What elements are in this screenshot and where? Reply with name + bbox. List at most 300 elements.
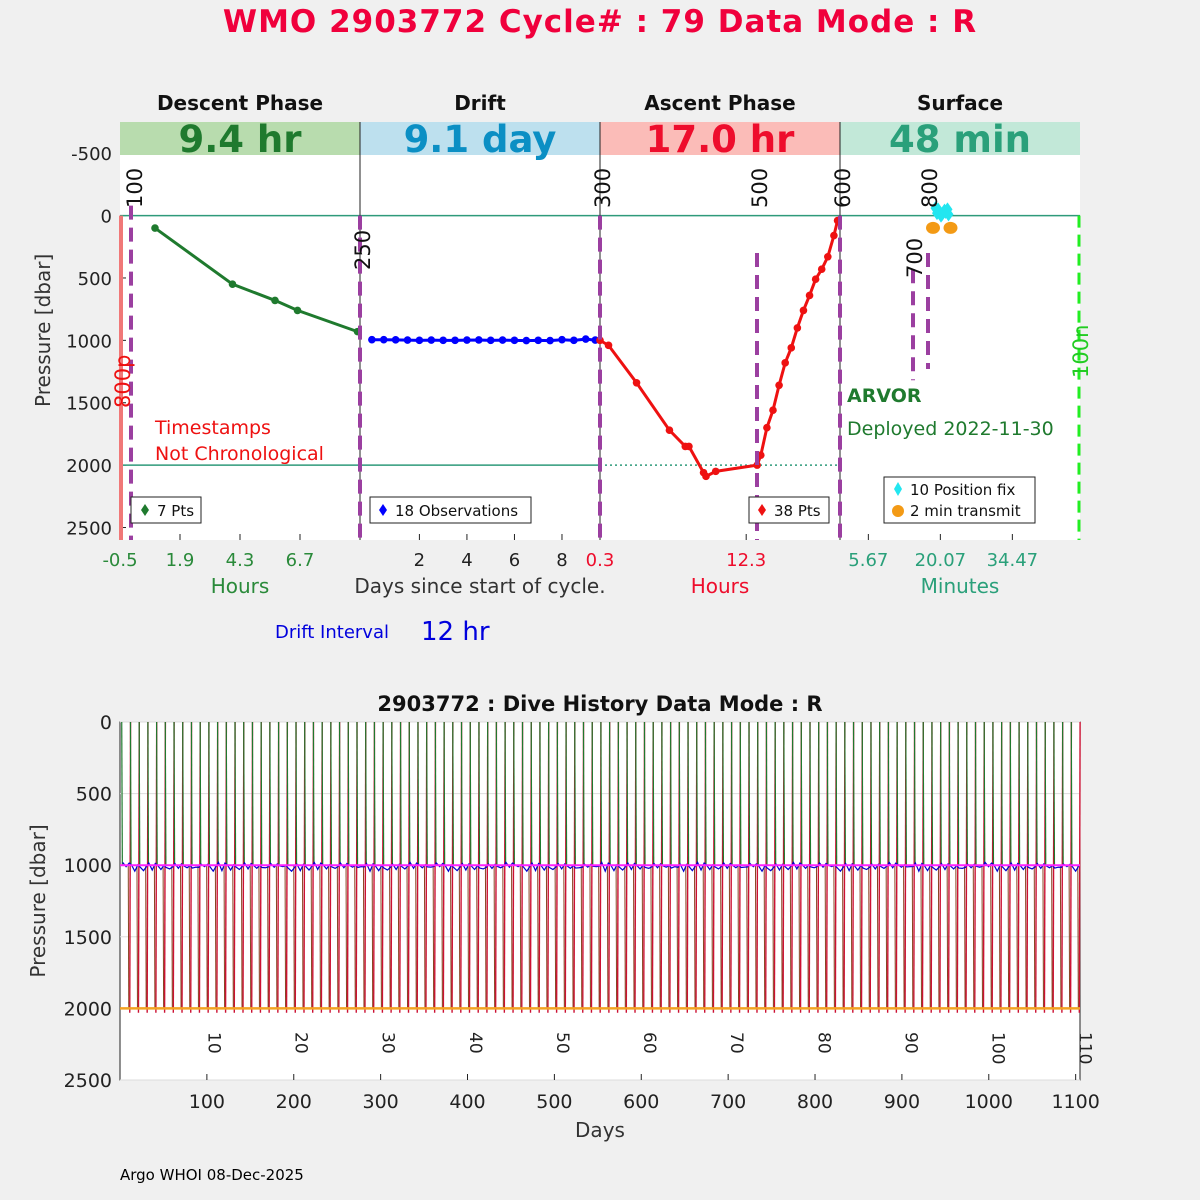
- vertical-marker-label: 100n: [1069, 324, 1093, 378]
- dive-trace: [1043, 865, 1044, 1008]
- dive-trace: [573, 865, 574, 1008]
- descent-trace: [801, 722, 802, 865]
- dive-trace: [416, 865, 417, 1008]
- dive-trace: [860, 865, 861, 1008]
- y-tick-label: 500: [77, 268, 112, 290]
- dive-trace: [311, 865, 312, 1008]
- dive-trace: [834, 865, 835, 1008]
- dive-trace: [1069, 865, 1070, 1008]
- data-point: [368, 336, 376, 344]
- legend-label: 18 Observations: [395, 502, 519, 520]
- y-tick-label: 500: [75, 783, 112, 806]
- descent-trace: [862, 722, 863, 865]
- dive-trace: [668, 865, 669, 1008]
- x-tick-label: 600: [623, 1091, 660, 1113]
- descent-trace: [845, 722, 846, 865]
- dive-trace: [686, 865, 687, 1008]
- dive-trace: [808, 865, 809, 1008]
- x-tick-label: 500: [536, 1091, 573, 1113]
- data-point: [511, 337, 519, 345]
- dive-trace: [991, 865, 992, 1008]
- x-tick-label: -0.5: [102, 550, 138, 571]
- y-tick-label: 1000: [66, 331, 112, 353]
- descent-trace: [148, 722, 149, 865]
- descent-trace: [662, 722, 663, 865]
- descent-trace: [549, 722, 550, 865]
- vertical-marker-label: 500: [748, 167, 772, 208]
- dive-trace: [1026, 865, 1027, 1008]
- dive-trace: [816, 865, 817, 1008]
- descent-trace: [827, 722, 828, 865]
- descent-trace: [435, 722, 436, 865]
- descent-trace: [1054, 722, 1055, 865]
- dive-trace: [503, 865, 504, 1008]
- dive-trace: [163, 865, 164, 1008]
- dive-trace: [938, 865, 939, 1008]
- descent-trace: [583, 722, 584, 865]
- dive-trace: [398, 865, 399, 1008]
- dive-trace: [764, 865, 765, 1008]
- dive-trace: [355, 865, 356, 1008]
- y-tick-label: 2000: [66, 456, 112, 478]
- y-tick-label: -500: [71, 144, 112, 166]
- data-point: [712, 468, 720, 476]
- data-point: [824, 253, 832, 261]
- dive-trace: [677, 865, 678, 1008]
- dive-trace: [694, 865, 695, 1008]
- dive-trace: [538, 865, 539, 1008]
- dive-trace: [738, 865, 739, 1008]
- vertical-marker-label: 800: [918, 167, 942, 208]
- cycle-number-label: 60: [639, 1032, 660, 1054]
- x-axis-label: Minutes: [920, 574, 1000, 598]
- vertical-marker-label: 800p: [111, 354, 135, 408]
- dive-trace: [329, 865, 330, 1008]
- x-tick-label: 400: [449, 1091, 486, 1113]
- data-point: [775, 381, 783, 389]
- x-tick-label: 700: [710, 1091, 747, 1113]
- dive-trace: [912, 865, 913, 1008]
- vertical-marker-label: 700: [903, 237, 927, 278]
- descent-trace: [1010, 722, 1011, 865]
- legend-marker: [892, 505, 904, 517]
- data-point: [666, 426, 674, 434]
- dive-trace: [642, 865, 643, 1008]
- dive-trace: [154, 865, 155, 1008]
- x-tick-label: 900: [883, 1091, 921, 1113]
- descent-trace: [1063, 722, 1064, 865]
- dive-trace: [320, 865, 321, 1008]
- vertical-marker-label: 300: [591, 167, 615, 208]
- descent-trace: [322, 722, 323, 865]
- data-point: [605, 342, 613, 350]
- x-tick-label: 8: [556, 550, 568, 571]
- cycle-number-label: 90: [900, 1032, 921, 1054]
- descent-trace: [183, 722, 184, 865]
- dive-trace: [956, 865, 957, 1008]
- y-tick-label: 1000: [63, 855, 112, 878]
- dive-trace: [564, 865, 565, 1008]
- phase-title: Ascent Phase: [644, 91, 796, 115]
- data-point: [499, 336, 507, 344]
- descent-trace: [514, 722, 515, 865]
- descent-trace: [218, 722, 219, 865]
- descent-trace: [941, 722, 942, 865]
- bottom-chart-title: 2903772 : Dive History Data Mode : R: [377, 692, 823, 716]
- transmit-point: [926, 222, 940, 234]
- descent-trace: [705, 722, 706, 865]
- data-point: [763, 424, 771, 432]
- descent-trace: [688, 722, 689, 865]
- descent-trace: [1036, 722, 1037, 865]
- dive-trace: [869, 865, 870, 1008]
- data-point: [787, 344, 795, 352]
- descent-trace: [540, 722, 541, 865]
- x-tick-label: 2: [413, 550, 426, 571]
- x-tick-label: 1100: [1051, 1091, 1100, 1113]
- dive-trace: [372, 865, 373, 1008]
- data-point: [439, 337, 447, 345]
- dive-trace: [747, 865, 748, 1008]
- data-point: [416, 337, 424, 345]
- phase-duration: 9.1 day: [403, 118, 557, 161]
- dive-trace: [877, 865, 878, 1008]
- descent-trace: [453, 722, 454, 865]
- descent-trace: [932, 722, 933, 865]
- dive-trace: [851, 865, 852, 1008]
- descent-trace: [906, 722, 907, 865]
- cycle-number-label: 70: [726, 1032, 747, 1054]
- dive-trace: [250, 865, 251, 1008]
- descent-trace: [165, 722, 166, 865]
- dive-trace: [1052, 865, 1053, 1008]
- descent-trace: [766, 722, 767, 865]
- data-point: [229, 280, 237, 288]
- dive-trace: [625, 865, 626, 1008]
- descent-trace: [618, 722, 619, 865]
- dive-trace: [459, 865, 460, 1008]
- descent-trace: [157, 722, 158, 865]
- descent-trace: [888, 722, 889, 865]
- dive-trace: [1060, 865, 1061, 1008]
- data-point: [830, 232, 838, 240]
- data-point: [582, 335, 590, 343]
- x-tick-label: 5.67: [848, 550, 889, 571]
- descent-trace: [340, 722, 341, 865]
- data-point: [800, 307, 808, 315]
- data-point: [806, 292, 814, 300]
- descent-trace: [531, 722, 532, 865]
- descent-trace: [348, 722, 349, 865]
- dive-trace: [259, 865, 260, 1008]
- descent-trace: [331, 722, 332, 865]
- y-tick-label: 0: [100, 206, 112, 228]
- dive-trace: [181, 865, 182, 1008]
- descent-trace: [122, 722, 123, 865]
- y-tick-label: 2500: [66, 518, 112, 540]
- descent-trace: [296, 722, 297, 865]
- legend-label: 7 Pts: [157, 502, 195, 520]
- x-axis-label: Days since start of cycle.: [354, 574, 606, 598]
- descent-trace: [418, 722, 419, 865]
- cycle-number-label: 110: [1074, 1032, 1095, 1065]
- dive-trace: [651, 865, 652, 1008]
- dive-trace: [921, 865, 922, 1008]
- descent-trace: [967, 722, 968, 865]
- descent-trace: [1019, 722, 1020, 865]
- dive-trace: [1034, 865, 1035, 1008]
- data-point: [475, 336, 483, 344]
- y-tick-label: 2000: [63, 998, 112, 1021]
- descent-trace: [836, 722, 837, 865]
- descent-trace: [287, 722, 288, 865]
- descent-trace: [775, 722, 776, 865]
- descent-trace: [1071, 722, 1072, 865]
- descent-trace: [610, 722, 611, 865]
- data-point: [392, 336, 400, 344]
- dive-trace: [390, 865, 391, 1008]
- legend-label: 38 Pts: [774, 502, 821, 520]
- descent-trace: [627, 722, 628, 865]
- descent-trace: [191, 722, 192, 865]
- descent-trace: [740, 722, 741, 865]
- descent-trace: [749, 722, 750, 865]
- descent-trace: [470, 722, 471, 865]
- descent-trace: [914, 722, 915, 865]
- dive-trace: [268, 865, 269, 1008]
- drift-interval-value: 12 hr: [421, 617, 490, 647]
- dive-trace: [555, 865, 556, 1008]
- dive-trace: [782, 865, 783, 1008]
- dive-trace: [242, 865, 243, 1008]
- x-tick-label: 1000: [964, 1091, 1013, 1113]
- dive-trace: [590, 865, 591, 1008]
- dive-trace: [973, 865, 974, 1008]
- timestamps-note: Timestamps: [155, 417, 271, 439]
- data-point: [271, 297, 279, 305]
- legend-label: 2 min transmit: [910, 502, 1021, 520]
- descent-trace: [993, 722, 994, 865]
- data-point: [380, 336, 388, 344]
- descent-trace: [374, 722, 375, 865]
- descent-trace: [244, 722, 245, 865]
- x-tick-label: 0.3: [585, 550, 615, 571]
- dive-trace: [346, 865, 347, 1008]
- dive-trace: [146, 865, 147, 1008]
- vertical-marker-label: 250: [351, 229, 375, 270]
- dive-trace: [381, 865, 382, 1008]
- x-tick-label: 1.9: [165, 550, 195, 571]
- x-tick-label: 300: [362, 1091, 399, 1113]
- dive-trace: [485, 865, 486, 1008]
- data-point: [427, 336, 435, 344]
- dive-trace: [433, 865, 434, 1008]
- descent-trace: [679, 722, 680, 865]
- data-point: [633, 379, 641, 387]
- x-tick-label: 4.3: [225, 550, 255, 571]
- descent-trace: [984, 722, 985, 865]
- descent-trace: [566, 722, 567, 865]
- descent-trace: [383, 722, 384, 865]
- data-point: [812, 275, 820, 283]
- dive-trace: [337, 865, 338, 1008]
- descent-trace: [279, 722, 280, 865]
- dive-trace: [363, 865, 364, 1008]
- dive-trace: [407, 865, 408, 1008]
- cycle-number-label: 30: [377, 1032, 398, 1054]
- x-axis-label: Days: [575, 1118, 625, 1142]
- descent-trace: [252, 722, 253, 865]
- dive-trace: [965, 865, 966, 1008]
- data-point: [463, 336, 471, 344]
- dive-trace: [198, 865, 199, 1008]
- phase-duration: 48 min: [889, 118, 1031, 161]
- descent-trace: [505, 722, 506, 865]
- dive-trace: [128, 865, 129, 1008]
- descent-trace: [975, 722, 976, 865]
- descent-trace: [479, 722, 480, 865]
- dive-trace: [660, 865, 661, 1008]
- descent-trace: [270, 722, 271, 865]
- descent-trace: [592, 722, 593, 865]
- phase-title: Drift: [454, 91, 506, 115]
- dive-trace: [904, 865, 905, 1008]
- dive-trace: [607, 865, 608, 1008]
- dive-trace: [825, 865, 826, 1008]
- descent-trace: [130, 722, 131, 865]
- dive-trace: [424, 865, 425, 1008]
- x-axis-label: Hours: [690, 574, 750, 598]
- x-tick-label: 100: [188, 1091, 226, 1113]
- data-point: [818, 265, 826, 273]
- x-tick-label: 6: [508, 550, 521, 571]
- descent-trace: [697, 722, 698, 865]
- dive-trace: [729, 865, 730, 1008]
- dive-trace: [451, 865, 452, 1008]
- dive-trace: [1017, 865, 1018, 1008]
- dive-trace: [721, 865, 722, 1008]
- phase-duration: 17.0 hr: [645, 118, 795, 161]
- descent-trace: [444, 722, 445, 865]
- legend-label: 10 Position fix: [910, 481, 1016, 499]
- data-point: [702, 473, 710, 481]
- descent-trace: [461, 722, 462, 865]
- descent-trace: [1045, 722, 1046, 865]
- y-tick-label: 1500: [66, 393, 112, 415]
- descent-trace: [723, 722, 724, 865]
- dive-trace: [1078, 865, 1079, 1008]
- descent-trace: [1028, 722, 1029, 865]
- descent-trace: [949, 722, 950, 865]
- descent-trace: [366, 722, 367, 865]
- dive-trace: [947, 865, 948, 1008]
- descent-trace: [209, 722, 210, 865]
- dive-trace: [773, 865, 774, 1008]
- descent-trace: [557, 722, 558, 865]
- dive-trace: [207, 865, 208, 1008]
- dive-trace: [520, 865, 521, 1008]
- descent-trace: [644, 722, 645, 865]
- data-point: [546, 337, 554, 345]
- descent-trace: [235, 722, 236, 865]
- dive-trace: [215, 865, 216, 1008]
- data-point: [558, 336, 566, 344]
- descent-trace: [139, 722, 140, 865]
- dive-trace: [285, 865, 286, 1008]
- dive-trace: [468, 865, 469, 1008]
- dive-trace: [930, 865, 931, 1008]
- dive-trace: [294, 865, 295, 1008]
- cycle-number-label: 40: [464, 1032, 485, 1054]
- cycle-number-label: 80: [813, 1032, 834, 1054]
- data-point: [151, 224, 159, 232]
- descent-trace: [401, 722, 402, 865]
- dive-trace: [581, 865, 582, 1008]
- descent-trace: [810, 722, 811, 865]
- dive-trace: [189, 865, 190, 1008]
- dive-trace: [616, 865, 617, 1008]
- descent-trace: [819, 722, 820, 865]
- data-point: [794, 324, 802, 332]
- phase-title: Surface: [916, 91, 1004, 115]
- dive-trace: [477, 865, 478, 1008]
- dive-trace: [302, 865, 303, 1008]
- y-tick-label: 2500: [63, 1070, 112, 1092]
- dive-trace: [886, 865, 887, 1008]
- y-axis-label: Pressure [dbar]: [31, 253, 55, 407]
- drift-interval-label: Drift Interval: [275, 622, 389, 643]
- descent-trace: [313, 722, 314, 865]
- transmit-point: [944, 222, 958, 234]
- descent-trace: [174, 722, 175, 865]
- dive-trace: [599, 865, 600, 1008]
- cycle-number-label: 100: [987, 1032, 1008, 1065]
- dive-trace: [895, 865, 896, 1008]
- dive-trace: [790, 865, 791, 1008]
- dive-trace: [634, 865, 635, 1008]
- phase-duration: 9.4 hr: [178, 118, 302, 161]
- descent-trace: [392, 722, 393, 865]
- x-tick-label: 12.3: [726, 550, 767, 571]
- float-type: ARVOR: [847, 385, 922, 407]
- phase-title: Descent Phase: [156, 91, 324, 115]
- descent-trace: [671, 722, 672, 865]
- dive-trace: [1008, 865, 1009, 1008]
- dive-trace: [494, 865, 495, 1008]
- descent-trace: [522, 722, 523, 865]
- dive-trace: [843, 865, 844, 1008]
- descent-trace: [1002, 722, 1003, 865]
- x-tick-label: 20.07: [914, 550, 967, 571]
- dive-trace: [233, 865, 234, 1008]
- data-point: [769, 406, 777, 414]
- descent-trace: [601, 722, 602, 865]
- data-point: [487, 337, 495, 345]
- descent-trace: [226, 722, 227, 865]
- timestamps-note: Not Chronological: [155, 443, 324, 465]
- x-tick-label: 800: [796, 1091, 834, 1113]
- x-tick-label: 200: [275, 1091, 312, 1113]
- dive-trace: [546, 865, 547, 1008]
- dive-trace: [276, 865, 277, 1008]
- footer-credit: Argo WHOI 08-Dec-2025: [120, 1166, 304, 1184]
- descent-trace: [732, 722, 733, 865]
- data-point: [534, 337, 542, 345]
- data-point: [523, 337, 531, 345]
- descent-trace: [496, 722, 497, 865]
- y-tick-label: 0: [99, 712, 112, 734]
- data-point: [294, 307, 302, 315]
